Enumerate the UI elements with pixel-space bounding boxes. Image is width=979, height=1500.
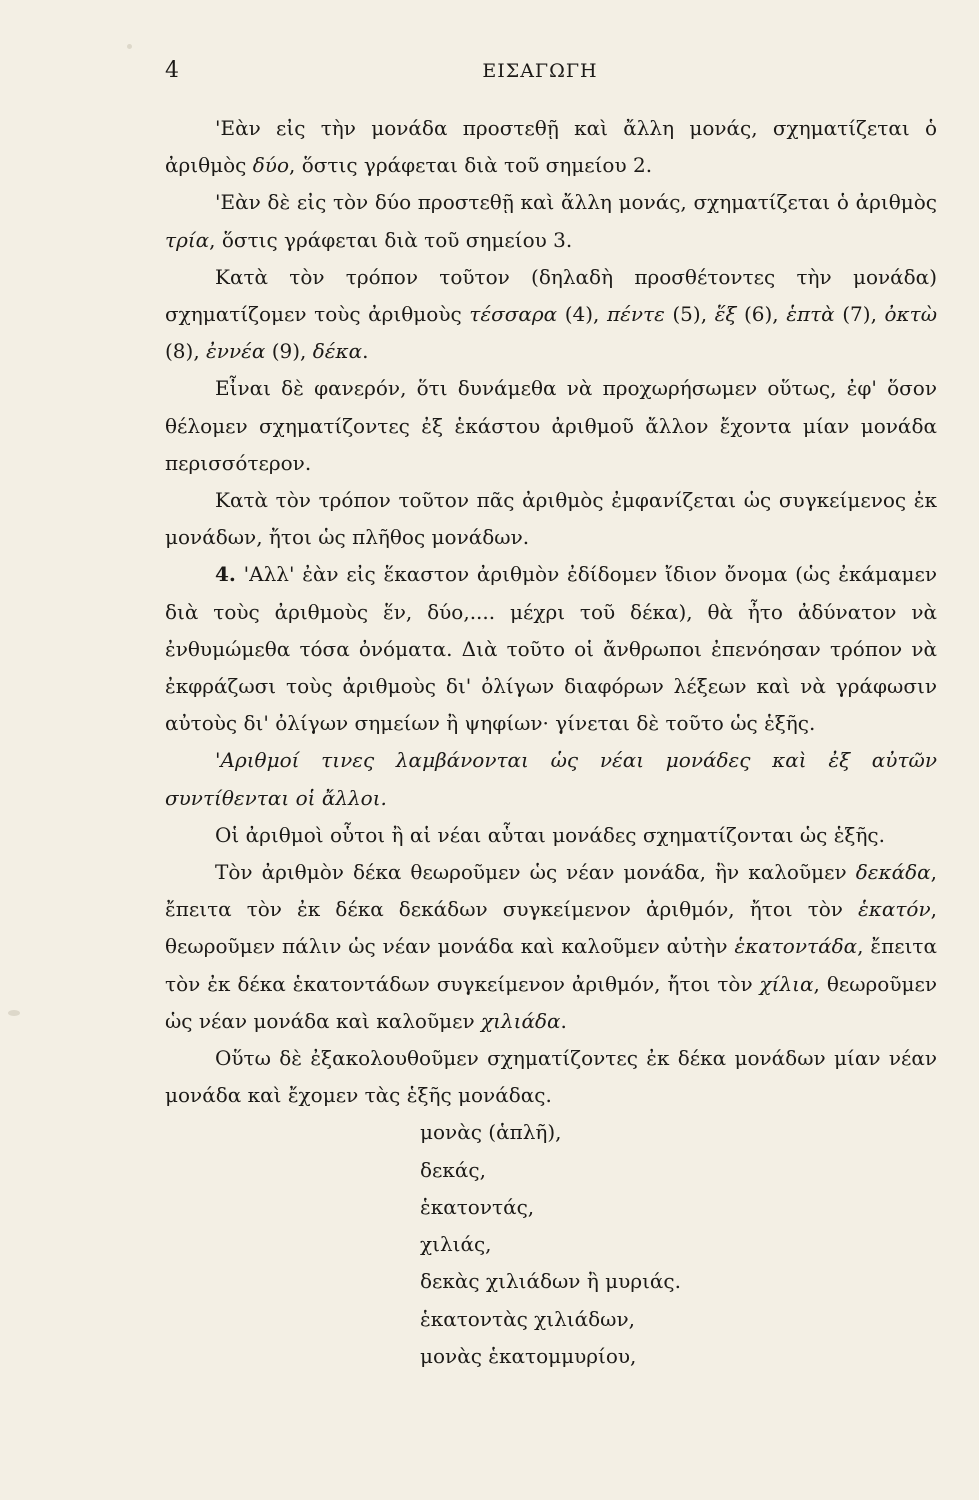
text-run: , ἔπειτα τὸν ἐκ δέκα ἑκατοντάδων συγκείμενον ἀριθμόν, ἤτοι τὸν	[165, 934, 937, 996]
list-item: χιλιάς,	[420, 1232, 492, 1257]
italic-term: χίλια	[759, 971, 814, 996]
paragraph-9	[165, 854, 937, 1040]
text-run: 'Εὰν δὲ εἰς τὸν δύο προστεθῇ καὶ ἄλλη μονάς, σχηματίζεται ὁ ἀριθμὸς	[215, 190, 937, 215]
paper-speck	[8, 1010, 20, 1016]
text-run: (5),	[664, 302, 715, 327]
italic-term: δέκα	[312, 339, 363, 364]
text-run: (4),	[557, 302, 607, 327]
paragraph-5: Κατὰ τὸν τρόπον τοῦτον πᾶς ἀριθμὸς ἐμφανίζεται ὡς συγκείμενος ἐκ μονάδων, ἤτοι ὡς πλῆθος μονάδων.	[165, 488, 937, 550]
page-number: 4	[165, 58, 179, 83]
list-item: μονὰς ἑκατομμυρίου,	[420, 1343, 637, 1368]
running-head: ΕΙΣΑΓΩΓΗ	[482, 60, 598, 82]
italic-term: δεκάδα	[855, 860, 931, 885]
italic-term: ἑπτὰ	[786, 302, 835, 327]
paragraph-6	[165, 556, 937, 742]
text-run: Τὸν ἀριθμὸν δέκα θεωροῦμεν ὡς νέαν μονάδα, ἣν καλοῦμεν	[215, 860, 856, 885]
text-run: , ἔπειτα τὸν ἐκ δέκα δεκάδων συγκείμενον ἀριθμόν, ἤτοι τὸν	[165, 860, 937, 922]
text-run: , θεωροῦμεν ὡς νέαν μονάδα καὶ καλοῦμεν	[165, 971, 938, 1033]
paragraph-1	[165, 110, 937, 184]
text-run: .	[362, 339, 369, 364]
text-run: (7),	[834, 302, 885, 327]
paragraph-4: Εἶναι δὲ φανερόν, ὅτι δυνάμεθα νὰ προχωρήσωμεν οὕτως, ἐφ' ὅσον θέλομεν σχηματίζοντες ἐξ ἑκάστου ἀριθμοῦ ἄλλον ἔχοντα μίαν μονάδα περισσότερον.	[165, 376, 937, 475]
units-list	[420, 1114, 937, 1374]
paragraph-2	[165, 184, 937, 258]
paragraph-7-principle: 'Αριθμοί τινες λαμβάνονται ὡς νέαι μονάδες καὶ ἐξ αὐτῶν συντίθενται οἱ ἄλλοι.	[165, 748, 937, 810]
italic-term: ἕξ	[714, 302, 737, 327]
list-item: ἑκατοντὰς χιλιάδων,	[420, 1306, 635, 1331]
italic-term: πέντε	[606, 302, 665, 327]
paragraph-3	[165, 259, 937, 371]
list-item: μονὰς (ἁπλῆ),	[420, 1120, 562, 1145]
italic-term: τέσσαρα	[469, 302, 558, 327]
paper-speck	[127, 44, 132, 49]
text-run: 'Αλλ' ἐὰν εἰς ἕκαστον ἀριθμὸν ἐδίδομεν ἴδιον ὄνομα (ὡς ἐκάμαμεν διὰ τοὺς ἀριθμοὺς ἕν, δύο,.... μέχρι τοῦ δέκα), θὰ ἦτο ἀδύνατον νὰ ἐνθυμώμεθα τόσα ὀνόματα. Διὰ τοῦτο οἱ ἄνθρωποι ἐπενόησαν τρόπον νὰ ἐκφράζωσι τοὺς ἀριθμοὺς δι' ὀλίγων διαφόρων λέξεων καὶ νὰ γράφωσιν αὐτοὺς δι' ὀλίγων σημείων ἢ ψηφίων· γίνεται δὲ τοῦτο ὡς ἑξῆς.	[165, 562, 937, 736]
italic-term: τρία	[165, 227, 210, 252]
list-item: δεκὰς χιλιάδων ἢ μυριάς.	[420, 1269, 681, 1294]
text-run: (8),	[165, 339, 207, 364]
paragraph-10: Οὕτω δὲ ἐξακολουθοῦμεν σχηματίζοντες ἐκ δέκα μονάδων μίαν νέαν μονάδα καὶ ἔχομεν τὰς ἑξῆς μονάδας.	[165, 1046, 937, 1108]
italic-term: ἑκατοντάδα	[734, 934, 858, 959]
text-run: , ὅστις γράφεται διὰ τοῦ σημείου 2.	[289, 153, 653, 178]
italic-term: ἐννέα	[206, 339, 266, 364]
italic-term: δύο	[252, 153, 289, 178]
text-run: 'Εὰν εἰς τὴν μονάδα προστεθῇ καὶ ἄλλη μονάς, σχηματίζεται ὁ ἀριθμὸς	[165, 116, 937, 178]
italic-term: χιλιάδα	[480, 1008, 561, 1033]
text-run: (6),	[736, 302, 787, 327]
text-run: Κατὰ τὸν τρόπον τοῦτον (δηλαδὴ προσθέτοντες τὴν μονάδα) σχηματίζομεν τοὺς ἀριθμοὺς	[165, 264, 937, 327]
text-run: , ὅστις γράφεται διὰ τοῦ σημείου 3.	[209, 227, 573, 252]
list-item: ἑκατοντάς,	[420, 1194, 535, 1219]
body-text	[165, 110, 937, 1375]
text-run: .	[560, 1008, 567, 1033]
text-run: (9),	[265, 339, 313, 364]
italic-term: ἑκατόν	[858, 897, 931, 922]
list-item: δεκάς,	[420, 1157, 486, 1182]
section-number: 4.	[215, 562, 236, 587]
italic-term: ὀκτὼ	[884, 302, 938, 327]
text-run: , θεωροῦμεν πάλιν ὡς νέαν μονάδα καὶ καλοῦμεν αὐτὴν	[165, 897, 937, 959]
paragraph-8: Οἱ ἀριθμοὶ οὗτοι ἢ αἱ νέαι αὗται μονάδες σχηματίζονται ὡς ἑξῆς.	[215, 822, 885, 847]
page-header	[165, 58, 915, 88]
